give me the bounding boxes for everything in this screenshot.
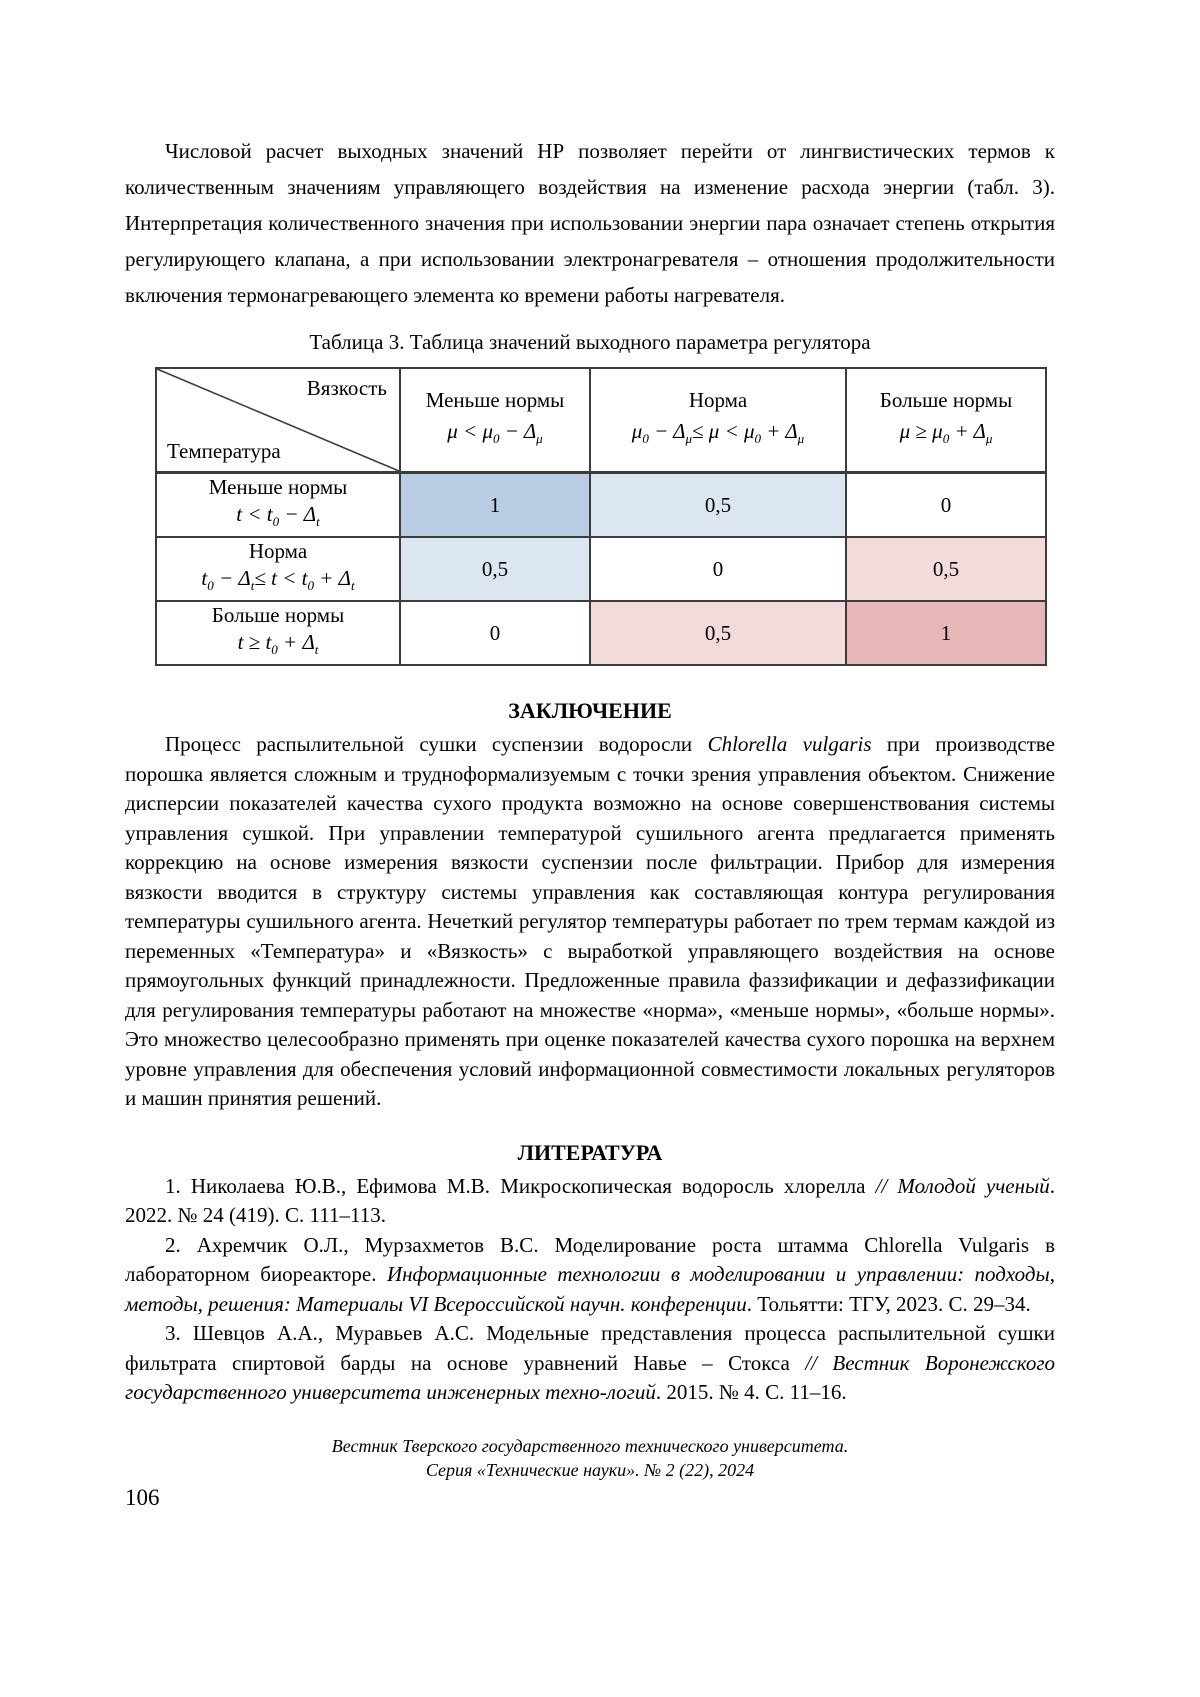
col-header-label: Больше нормы xyxy=(879,388,1013,413)
table-row-below-norm xyxy=(156,473,1046,538)
row-header-label: Норма xyxy=(248,539,308,564)
output-parameter-table xyxy=(155,367,1047,666)
page-content xyxy=(125,133,1055,1511)
page-number: 106 xyxy=(125,1484,160,1510)
reference-item xyxy=(125,1172,1055,1231)
table-cell: 1 xyxy=(400,473,590,538)
conclusion-heading: ЗАКЛЮЧЕНИЕ xyxy=(508,698,672,723)
row-header-label: Больше нормы xyxy=(211,603,345,628)
conclusion-text: при производстве порошка является сложным и трудноформализуемым с точки зрения управления объектом. Снижение дисперсии показателей качества сухого продукта возможно на основе совершенствования системы управления сушкой. При управлении температурой сушильного агента предлагается применять коррекцию на основе измерения вязкости суспензии после фильтрации. Прибор для измерения вязкости вводится в структуру системы управления как составляющая контура регулирования температуры сушильного агента. Нечеткий регулятор температуры работает по трем термам каждой из переменных «Температура» и «Вязкость» с выработкой управляющего воздействия на основе прямоугольных функций принадлежности. Предложенные правила фаззификации и дефаззификации для регулирования температуры работают на множестве «норма», «меньше нормы», «больше нормы». Это множество целесообразно применять при оценке показателей качества сухого порошка на верхнем уровне управления для обеспечения условий информационной совместимости локальных регуляторов и машин принятия решений. xyxy=(125,732,1055,1110)
row-header-formula: $t_0 - \Delta_t\le t < t_0 + \Delta_t$ xyxy=(201,566,355,594)
reference-source: // Молодой ученый xyxy=(875,1173,1050,1198)
corner-label-viscosity: Вязкость xyxy=(306,376,387,400)
row-header xyxy=(156,537,400,601)
conclusion-paragraph xyxy=(125,730,1055,1114)
corner-cell xyxy=(156,368,400,473)
col-header-label: Меньше нормы xyxy=(425,388,565,413)
table-cell: 0,5 xyxy=(400,537,590,601)
row-header-label: Меньше нормы xyxy=(208,475,348,500)
col-header-formula: $\mu_0 - \Delta_\mu\le \mu < \mu_0 + \Delta_\mu$ xyxy=(631,419,805,447)
table-cell: 0,5 xyxy=(846,537,1046,601)
footer-line-2: Серия «Технические науки». № 2 (22), 2024 xyxy=(425,1459,755,1480)
table-row-norm xyxy=(156,537,1046,601)
row-header xyxy=(156,473,400,538)
table-cell: 0 xyxy=(846,473,1046,538)
reference-text: . Тольятти: ТГУ, 2023. С. 29–34. xyxy=(746,1291,1031,1316)
row-header xyxy=(156,601,400,665)
reference-text: 1. Николаева Ю.В., Ефимова М.В. Микроскопическая водоросль хлорелла xyxy=(165,1173,876,1198)
journal-footer xyxy=(125,1434,1055,1482)
table-cell: 0,5 xyxy=(590,601,846,665)
table-cell: 0,5 xyxy=(590,473,846,538)
reference-text: . 2015. № 4. С. 11–16. xyxy=(655,1380,847,1404)
reference-source: Информационные технологии в моделировании и управлении: подходы, методы, решения: Материалы VI Всероссийской научн. конференции xyxy=(125,1262,1055,1316)
conclusion-text: Процесс распылительной сушки суспензии водоросли xyxy=(165,732,708,756)
row-header-formula: $t < t_0 - \Delta_t$ xyxy=(236,502,320,530)
intro-paragraph: Числовой расчет выходных значений НР позволяет перейти от лингвистических термов к количественным значениям управляющего воздействия на изменение расхода энергии (табл. 3). Интерпретация количественного значения при использовании энергии пара означает степень открытия регулирующего клапана, а при использовании электронагревателя – отношения продолжительности включения термонагревающего элемента ко времени работы нагревателя. xyxy=(125,139,1055,307)
col-header-formula: $\mu < \mu_0 - \Delta_\mu$ xyxy=(447,419,543,447)
reference-text: 2. Ахремчик О.Л., Мурзахметов В.С. Моделирование роста штамма Chlorella Vulgaris в лабораторном биореакторе. xyxy=(125,1232,1055,1286)
reference-source: // Вестник Воронежского государственного университета инженерных техно-логий xyxy=(125,1350,1056,1404)
table-row-above-norm xyxy=(156,601,1046,665)
table-cell: 1 xyxy=(846,601,1046,665)
footer-line-1: Вестник Тверского государственного технического университета. xyxy=(331,1435,849,1456)
col-header-above-norm xyxy=(846,368,1046,473)
table-cell: 0 xyxy=(400,601,590,665)
literature-heading: ЛИТЕРАТУРА xyxy=(517,1139,663,1165)
corner-label-temperature: Температура xyxy=(167,439,281,463)
table-cell: 0 xyxy=(590,537,846,601)
col-header-norm xyxy=(590,368,846,473)
species-name: Chlorella vulgaris xyxy=(707,732,872,756)
reference-text: 3. Шевцов А.А., Муравьев А.С. Модельные представления процесса распылительной сушки фильтрата спиртовой барды на основе уравнений Навье – Стокса xyxy=(125,1321,1055,1375)
reference-item xyxy=(125,1231,1055,1320)
col-header-label: Норма xyxy=(688,388,748,413)
col-header-below-norm xyxy=(400,368,590,473)
reference-item xyxy=(125,1319,1055,1408)
table-caption: Таблица 3. Таблица значений выходного параметра регулятора xyxy=(309,330,871,354)
col-header-formula: $\mu \ge \mu_0 + \Delta_\mu$ xyxy=(899,419,993,447)
table-header-row xyxy=(156,368,1046,473)
reference-text: . 2022. № 24 (419). С. 111–113. xyxy=(125,1173,1056,1227)
row-header-formula: $t \ge t_0 + \Delta_t$ xyxy=(237,630,319,658)
